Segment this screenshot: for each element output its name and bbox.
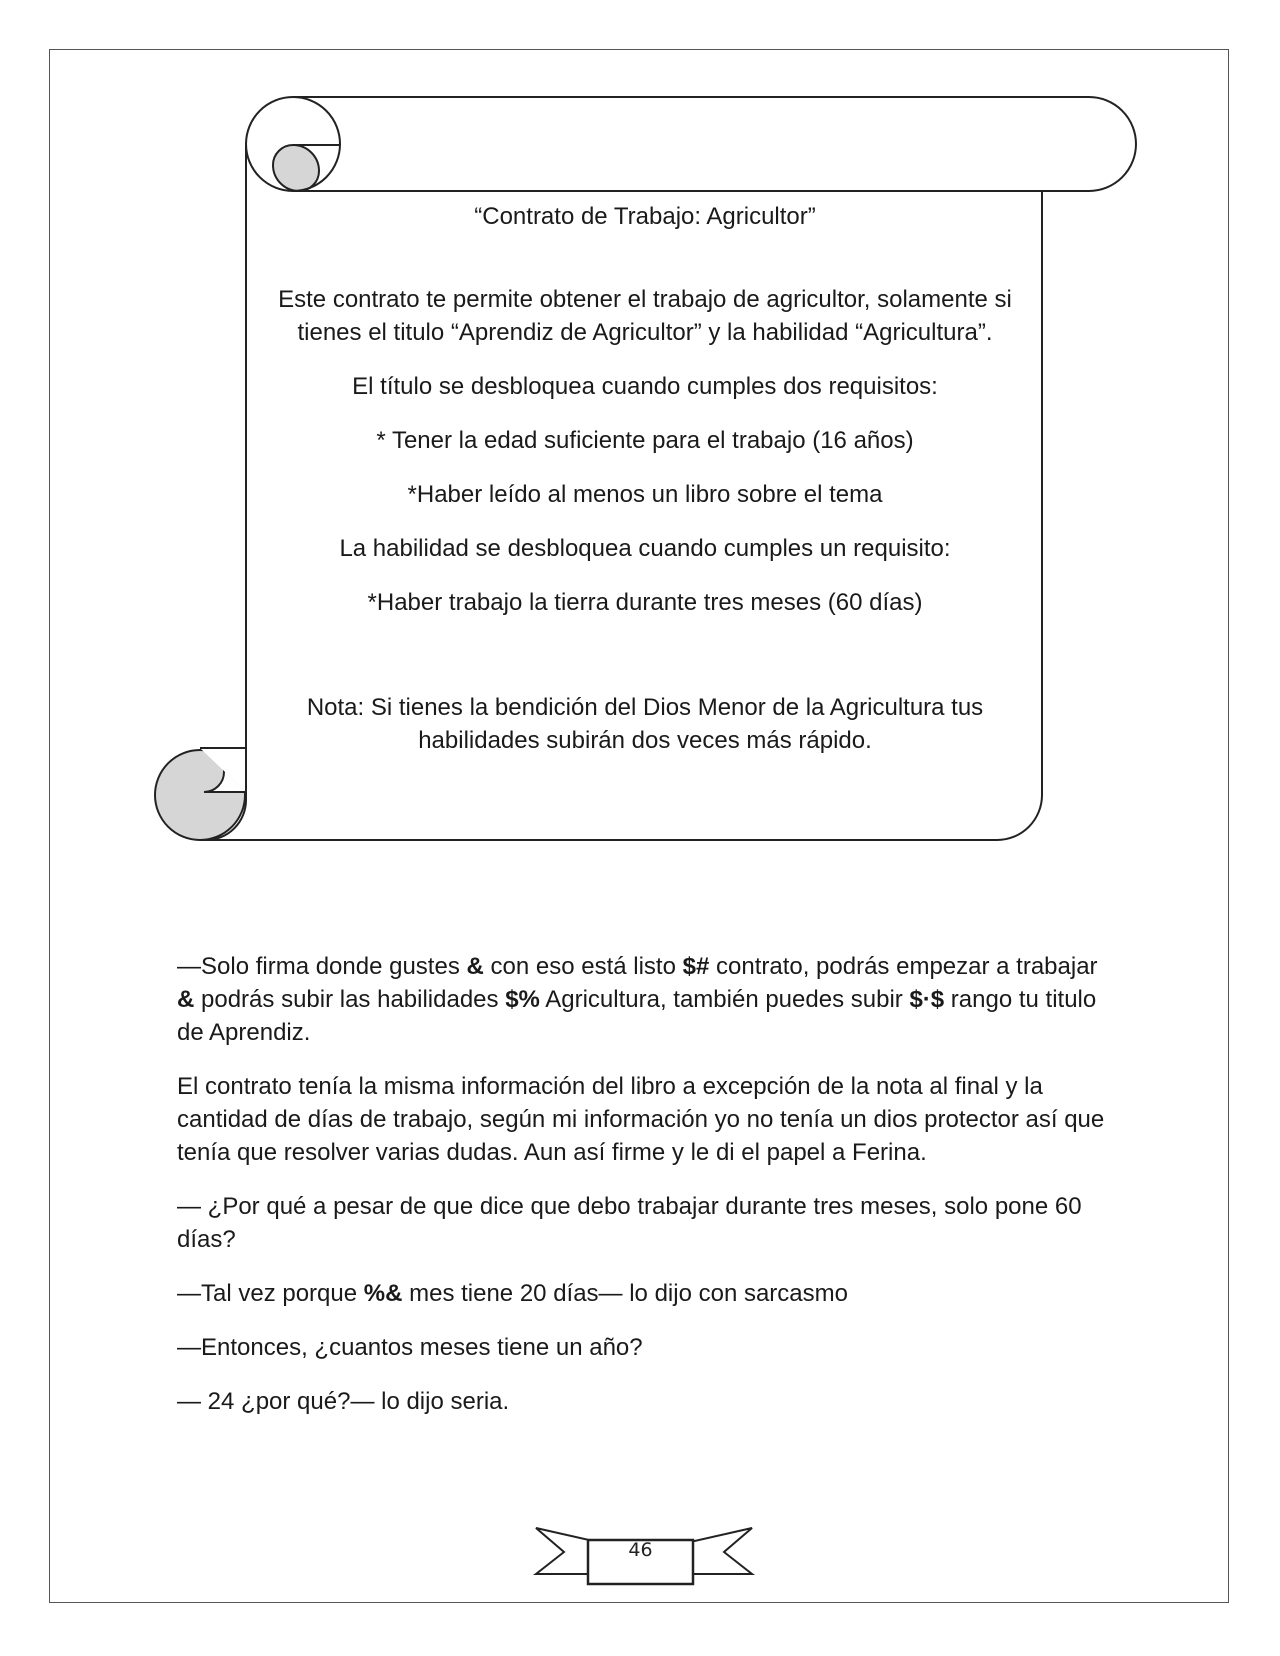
- cipher-symbol: $·$: [909, 986, 945, 1013]
- requirement-work: *Haber trabajo la tierra durante tres meses (60 días): [367, 589, 923, 616]
- text-run: rango tu titulo de Aprendiz.: [177, 986, 1097, 1046]
- contract-scroll: [250, 200, 1040, 757]
- paragraph-1: [177, 950, 1117, 1049]
- text-run: contrato, podrás empezar a trabajar: [709, 953, 1098, 980]
- paragraph-6: — 24 ¿por qué?— lo dijo seria.: [177, 1388, 510, 1415]
- text-run: podrás subir las habilidades: [194, 986, 506, 1013]
- text-run: Agricultura, también puedes subir: [539, 986, 910, 1013]
- text-run: —Solo firma donde gustes: [177, 953, 467, 980]
- contract-intro: Este contrato te permite obtener el trabajo de agricultor, solamente si tienes el titulo “Aprendiz de Agricultor” y la habilidad “Agricultura”.: [278, 286, 1012, 346]
- paragraph-5: —Entonces, ¿cuantos meses tiene un año?: [177, 1334, 643, 1361]
- contract-title: “Contrato de Trabajo: Agricultor”: [474, 203, 816, 230]
- requirement-book: *Haber leído al menos un libro sobre el tema: [407, 481, 883, 508]
- cipher-symbol: &: [177, 986, 195, 1013]
- requirement-age: * Tener la edad suficiente para el trabajo (16 años): [376, 427, 914, 454]
- paragraph-4: [177, 1277, 1117, 1310]
- title-requirements: El título se desbloquea cuando cumples dos requisitos:: [352, 373, 938, 400]
- page-number: 46: [628, 1539, 653, 1561]
- text-run: con eso está listo: [483, 953, 683, 980]
- paragraph-3: — ¿Por qué a pesar de que dice que debo trabajar durante tres meses, solo pone 60 días?: [177, 1193, 1082, 1253]
- text-run: mes tiene 20 días— lo dijo con sarcasmo: [402, 1280, 848, 1307]
- cipher-symbol: $#: [682, 953, 710, 980]
- cipher-symbol: $%: [505, 986, 540, 1013]
- text-run: —Tal vez porque: [177, 1280, 364, 1307]
- paragraph-2: El contrato tenía la misma información del libro a excepción de la nota al final y la cantidad de días de trabajo, según mi información yo no tenía un dios protector así que tenía que resolver varias dudas. Aun así firme y le di el papel a Ferina.: [177, 1073, 1105, 1166]
- cipher-symbol: &: [466, 953, 484, 980]
- contract-note: Nota: Si tienes la bendición del Dios Menor de la Agricultura tus habilidades subirán dos veces más rápido.: [306, 694, 984, 754]
- cipher-symbol: %&: [363, 1280, 403, 1307]
- skill-requirements: La habilidad se desbloquea cuando cumples un requisito:: [339, 535, 951, 562]
- story-text: [177, 950, 1117, 1439]
